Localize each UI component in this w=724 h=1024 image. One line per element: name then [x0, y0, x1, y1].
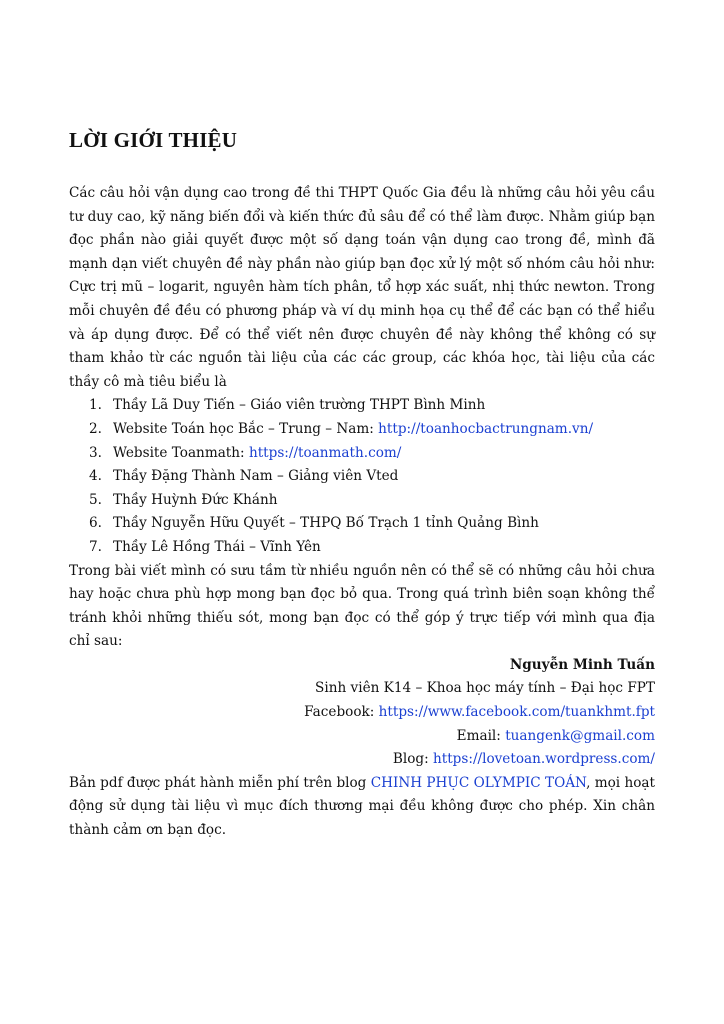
toanhocbactrungnam-link[interactable]: http://toanhocbactrungnam.vn/ [378, 420, 594, 437]
author-email [69, 725, 655, 749]
list-item-number: 1. [89, 397, 102, 414]
sources-list [69, 394, 655, 559]
author-name: Nguyễn Minh Tuấn [509, 656, 655, 673]
list-item-number: 7. [89, 538, 102, 555]
list-item-text: Website Toanmath: [113, 444, 249, 461]
list-item [69, 418, 655, 442]
closing-text-before: Bản pdf được phát hành miễn phí trên blog [69, 774, 371, 791]
author-affiliation: Sinh viên K14 – Khoa học máy tính – Đại học FPT [315, 680, 655, 697]
facebook-link[interactable]: https://www.facebook.com/tuankhmt.fpt [378, 704, 655, 721]
closing-text-after: , mọi hoạt động sử dụng tài liệu vì mục đích thương mại đều không được cho phép. Xin chân thành cảm ơn bạn đọc. [69, 774, 655, 839]
list-item [69, 536, 655, 560]
toanmath-link[interactable]: https://toanmath.com/ [248, 444, 402, 461]
list-item-number: 4. [89, 468, 102, 485]
list-item-text: Website Toán học Bắc – Trung – Nam: [113, 420, 379, 437]
list-item [69, 465, 655, 489]
email-link[interactable]: tuangenk@gmail.com [505, 727, 655, 744]
list-item [69, 489, 655, 513]
facebook-label: Facebook: [304, 704, 379, 721]
list-item [69, 512, 655, 536]
list-item-text: Thầy Nguyễn Hữu Quyết – THPQ Bố Trạch 1 tỉnh Quảng Bình [113, 515, 539, 532]
blog-label: Blog: [392, 751, 433, 768]
list-item-number: 5. [89, 491, 102, 508]
intro-paragraph: Các câu hỏi vận dụng cao trong đề thi THPT Quốc Gia đều là những câu hỏi yêu cầu tư duy cao, kỹ năng biến đổi và kiến thức đủ sâu để có thể làm được. Nhằm giúp bạn đọc phần nào giải quyết được một số dạng toán vận dụng cao trong đề, mình đã mạnh dạn viết chuyên đề này phần nào giúp bạn đọc xử lý một số nhóm câu hỏi như: Cực trị mũ – logarit, nguyên hàm tích phân, tổ hợp xác suất, nhị thức newton. Trong mỗi chuyên đề đều có phương pháp và ví dụ minh họa cụ thể để các bạn có thể hiểu và áp dụng được. Để có thể viết nên được chuyên đề này không thể không có sự tham khảo từ các nguồn tài liệu của các các group, các khóa học, tài liệu của các thầy cô mà tiêu biểu là [69, 185, 655, 390]
page-title: LỜI GIỚI THIỆU [69, 128, 238, 152]
list-item-number: 6. [89, 515, 102, 532]
list-item-number: 2. [89, 420, 102, 437]
olympic-blog-link[interactable]: CHINH PHỤC OLYMPIC TOÁN [370, 774, 587, 791]
list-item [69, 394, 655, 418]
closing-paragraph [69, 772, 655, 843]
list-item-text: Thầy Huỳnh Đức Khánh [113, 491, 278, 508]
email-label: Email: [456, 727, 506, 744]
author-facebook [69, 701, 655, 725]
document-body [69, 182, 655, 843]
list-item-number: 3. [89, 444, 102, 461]
list-item-text: Thầy Lã Duy Tiến – Giáo viên trường THPT Bình Minh [113, 397, 486, 414]
author-blog [69, 748, 655, 772]
list-item-text: Thầy Đặng Thành Nam – Giảng viên Vted [113, 468, 399, 485]
list-item-text: Thầy Lê Hồng Thái – Vĩnh Yên [113, 538, 321, 555]
list-item [69, 442, 655, 466]
blog-link[interactable]: https://lovetoan.wordpress.com/ [433, 751, 655, 768]
note-paragraph: Trong bài viết mình có sưu tầm từ nhiều nguồn nên có thể sẽ có những câu hỏi chưa hay hoặc chưa phù hợp mong bạn đọc bỏ qua. Trong quá trình biên soạn không thể tránh khỏi những thiếu sót, mong bạn đọc có thể góp ý trực tiếp với mình qua địa chỉ sau: [69, 562, 655, 650]
